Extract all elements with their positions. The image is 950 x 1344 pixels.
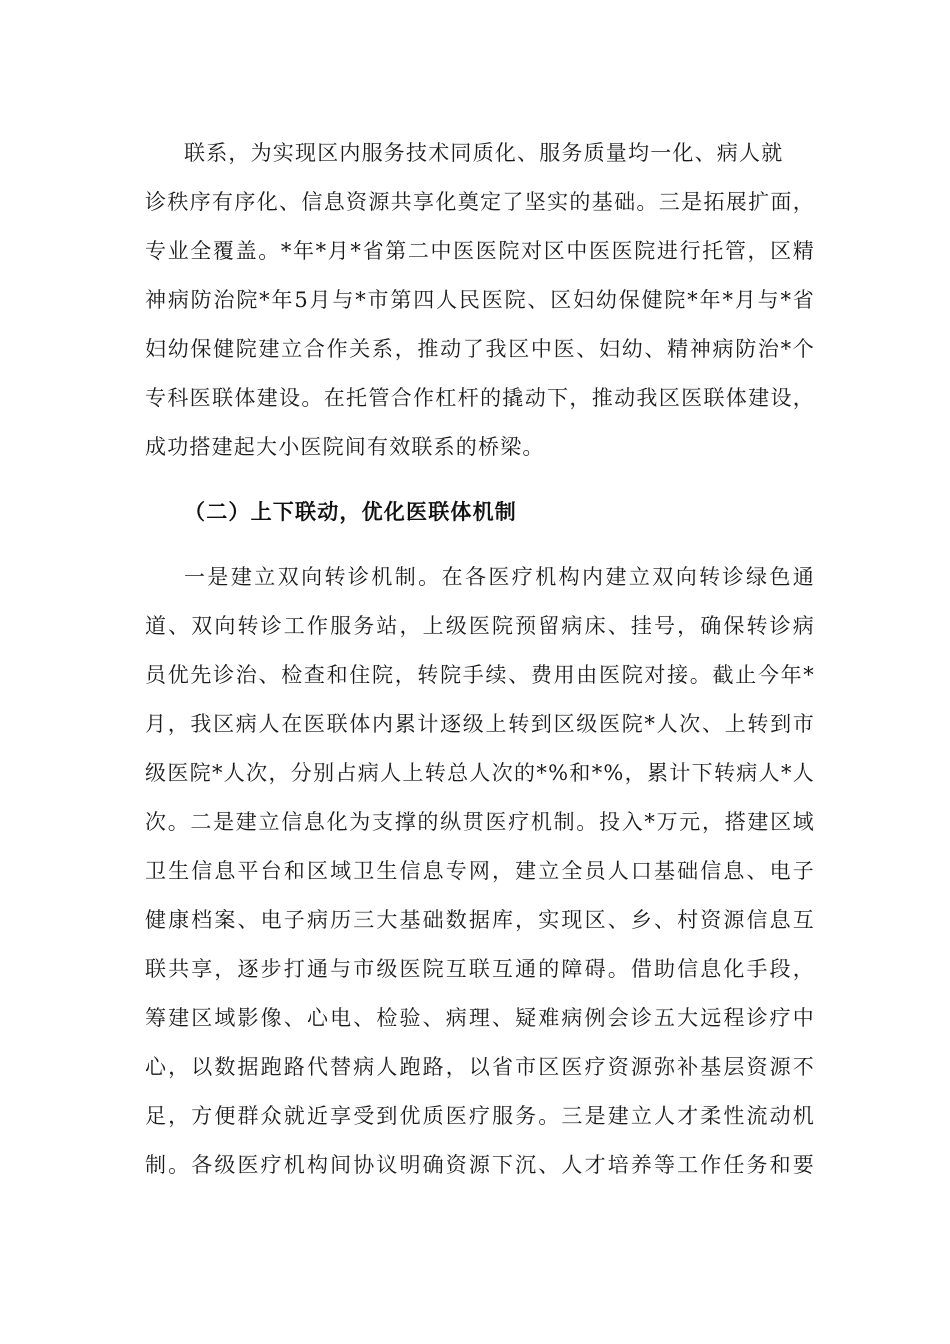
paragraph-1-line-3: 专业全覆盖。*年*月*省第二中医医院对区中医医院进行托管，区精 bbox=[145, 239, 815, 263]
paragraph-2-line-10: 筹建区域影像、心电、检验、病理、疑难病例会诊五大远程诊疗中 bbox=[145, 1006, 815, 1030]
paragraph-2-line-8: 健康档案、电子病历三大基础数据库，实现区、乡、村资源信息互 bbox=[145, 908, 815, 932]
paragraph-2-line-3: 员优先诊治、检查和住院，转院手续、费用由医院对接。截止今年* bbox=[145, 663, 815, 687]
paragraph-2-line-7: 卫生信息平台和区域卫生信息专网，建立全员人口基础信息、电子 bbox=[145, 859, 815, 883]
paragraph-1-line-1: 联系，为实现区内服务技术同质化、服务质量均一化、病人就 bbox=[184, 141, 784, 165]
paragraph-2-line-2: 道、双向转诊工作服务站，上级医院预留病床、挂号，确保转诊病 bbox=[145, 614, 815, 638]
paragraph-2-line-12: 足，方便群众就近享受到优质医疗服务。三是建立人才柔性流动机 bbox=[145, 1104, 815, 1128]
paragraph-1-line-5: 妇幼保健院建立合作关系，推动了我区中医、妇幼、精神病防治*个 bbox=[145, 337, 815, 361]
paragraph-2-line-9: 联共享，逐步打通与市级医院互联互通的障碍。借助信息化手段， bbox=[145, 957, 815, 981]
paragraph-2-line-11: 心，以数据跑路代替病人跑路，以省市区医疗资源弥补基层资源不 bbox=[145, 1055, 815, 1079]
paragraph-2-line-1: 一是建立双向转诊机制。在各医疗机构内建立双向转诊绿色通 bbox=[184, 565, 815, 589]
paragraph-1-line-6: 专科医联体建设。在托管合作杠杆的撬动下，推动我区医联体建设， bbox=[145, 386, 815, 410]
paragraph-2-line-5: 级医院*人次，分别占病人上转总人次的*%和*%，累计下转病人*人 bbox=[145, 761, 815, 785]
paragraph-1-line-7: 成功搭建起大小医院间有效联系的桥梁。 bbox=[145, 435, 545, 459]
paragraph-1-line-2: 诊秩序有序化、信息资源共享化奠定了坚实的基础。三是拓展扩面， bbox=[145, 190, 815, 214]
paragraph-2-line-6: 次。二是建立信息化为支撑的纵贯医疗机制。投入*万元，搭建区域 bbox=[145, 810, 815, 834]
paragraph-2-line-13: 制。各级医疗机构间协议明确资源下沉、人才培养等工作任务和要 bbox=[145, 1153, 815, 1177]
paragraph-1-line-4: 神病防治院*年5月与*市第四人民医院、区妇幼保健院*年*月与*省 bbox=[145, 288, 815, 312]
paragraph-2-line-4: 月，我区病人在医联体内累计逐级上转到区级医院*人次、上转到市 bbox=[145, 712, 815, 736]
section-heading: （二）上下联动，优化医联体机制 bbox=[184, 500, 517, 524]
